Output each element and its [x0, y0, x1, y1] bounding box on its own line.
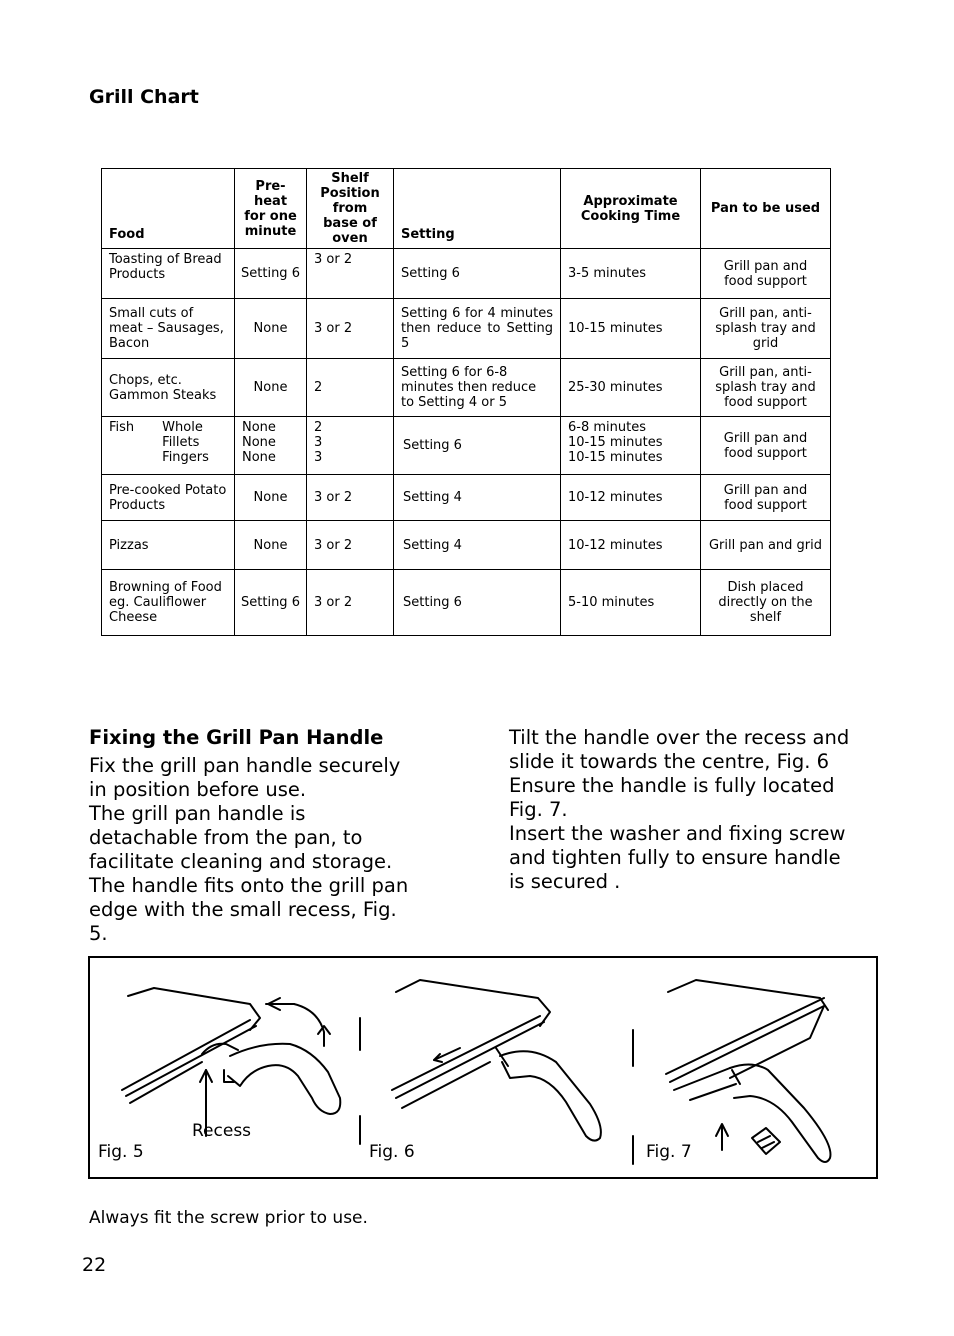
cell-time: 3-5 minutes	[561, 249, 701, 299]
cell-shelf: 3 or 2	[307, 570, 394, 636]
cell-setting: Setting 4	[394, 521, 561, 570]
table-row	[102, 475, 831, 521]
table-row	[102, 521, 831, 570]
cell-time: 10-12 minutes	[561, 521, 701, 570]
fig7-label: Fig. 7	[646, 1142, 692, 1162]
cell-preheat: Setting 6	[235, 249, 307, 299]
paragraph: The handle fits onto the grill pan edge with the small recess, Fig. 5.	[89, 874, 409, 945]
paragraph: Fix the grill pan handle securely in position before use.	[89, 754, 401, 801]
grill-chart-table	[101, 168, 831, 636]
header-pan: Pan to be used	[701, 169, 831, 249]
fig6-drawing	[392, 980, 601, 1141]
fig7-drawing	[666, 980, 830, 1162]
page-title: Grill Chart	[89, 86, 199, 108]
figure-panel	[88, 956, 878, 1179]
fish-sub-fillets: Fillets	[162, 435, 200, 450]
cell-food: Browning of Food eg. Cauliflower Cheese	[102, 570, 235, 636]
preheat-value: None	[242, 420, 276, 435]
cell-time: 5-10 minutes	[561, 570, 701, 636]
cell-preheat: None	[235, 299, 307, 359]
table-row	[102, 359, 831, 417]
cell-setting: Setting 6 for 6-8 minutes then reduce to Setting 4 or 5	[394, 359, 561, 417]
cell-food: Toasting of Bread Products	[102, 249, 235, 299]
table-row	[102, 417, 831, 475]
paragraph: Tilt the handle over the recess and slide it towards the centre, Fig. 6	[509, 726, 850, 773]
header-shelf: Shelf Position from base of oven	[307, 169, 394, 249]
paragraph: The grill pan handle is detachable from the pan, to facilitate cleaning and storage.	[89, 802, 393, 873]
cell-food: Pizzas	[102, 521, 235, 570]
paragraph: Ensure the handle is fully located Fig. 7.	[509, 774, 835, 821]
cell-preheat	[235, 417, 307, 475]
instructions-left-column	[89, 726, 419, 946]
cell-pan: Grill pan, anti-splash tray and food support	[701, 359, 831, 417]
cell-pan: Dish placed directly on the shelf	[701, 570, 831, 636]
time-value: 10-15 minutes	[568, 435, 663, 450]
cell-preheat: None	[235, 521, 307, 570]
cell-pan: Grill pan and grid	[701, 521, 831, 570]
cell-shelf: 3 or 2	[307, 521, 394, 570]
table-row	[102, 570, 831, 636]
cell-setting: Setting 6	[394, 570, 561, 636]
recess-label: Recess	[192, 1121, 252, 1141]
header-time: Approximate Cooking Time	[561, 169, 701, 249]
cell-pan: Grill pan and food support	[701, 417, 831, 475]
preheat-value: None	[242, 435, 276, 450]
cell-time: 10-12 minutes	[561, 475, 701, 521]
header-preheat: Pre-heat for one minute	[235, 169, 307, 249]
shelf-value: 3	[314, 435, 323, 450]
cell-food: Pre-cooked Potato Products	[102, 475, 235, 521]
cell-setting: Setting 4	[394, 475, 561, 521]
cell-pan: Grill pan and food support	[701, 475, 831, 521]
fig5-drawing	[122, 988, 340, 1136]
cell-shelf: 3 or 2	[307, 475, 394, 521]
cell-shelf: 3 or 2	[307, 299, 394, 359]
cell-food: Chops, etc. Gammon Steaks	[102, 359, 235, 417]
footer-note: Always fit the screw prior to use.	[89, 1208, 368, 1228]
cell-food	[102, 417, 235, 475]
preheat-value: None	[242, 450, 276, 465]
table-row	[102, 249, 831, 299]
fig6-label: Fig. 6	[369, 1142, 415, 1162]
header-food: Food	[102, 169, 235, 249]
cell-pan: Grill pan, anti-splash tray and grid	[701, 299, 831, 359]
time-value: 6-8 minutes	[568, 420, 646, 435]
cell-preheat: None	[235, 475, 307, 521]
page-number: 22	[82, 1254, 107, 1276]
handle-illustrations	[90, 958, 876, 1177]
header-setting: Setting	[394, 169, 561, 249]
instructions-right-column	[509, 726, 854, 894]
cell-setting: Setting 6	[394, 249, 561, 299]
shelf-value: 3	[314, 450, 323, 465]
table-header-row	[102, 169, 831, 249]
fig5-label: Fig. 5	[98, 1142, 144, 1162]
fish-sub-whole: Whole	[162, 420, 203, 435]
cell-shelf	[307, 417, 394, 475]
fish-sub-fingers: Fingers	[162, 450, 209, 465]
cell-time: 10-15 minutes	[561, 299, 701, 359]
cell-setting: Setting 6 for 4 minutes then reduce to Setting 5	[394, 299, 561, 359]
cell-shelf: 2	[307, 359, 394, 417]
cell-shelf: 3 or 2	[307, 249, 394, 299]
time-value: 10-15 minutes	[568, 450, 663, 465]
paragraph: Insert the washer and fixing screw and tighten fully to ensure handle is secured .	[509, 822, 846, 893]
cell-preheat: None	[235, 359, 307, 417]
cell-time: 25-30 minutes	[561, 359, 701, 417]
cell-time	[561, 417, 701, 475]
cell-food-fish: Fish	[109, 420, 135, 435]
cell-food: Small cuts of meat – Sausages, Bacon	[102, 299, 235, 359]
table-row	[102, 299, 831, 359]
shelf-value: 2	[314, 420, 323, 435]
cell-pan: Grill pan and food support	[701, 249, 831, 299]
section-heading: Fixing the Grill Pan Handle	[89, 726, 384, 749]
cell-setting: Setting 6	[394, 417, 561, 475]
cell-preheat: Setting 6	[235, 570, 307, 636]
